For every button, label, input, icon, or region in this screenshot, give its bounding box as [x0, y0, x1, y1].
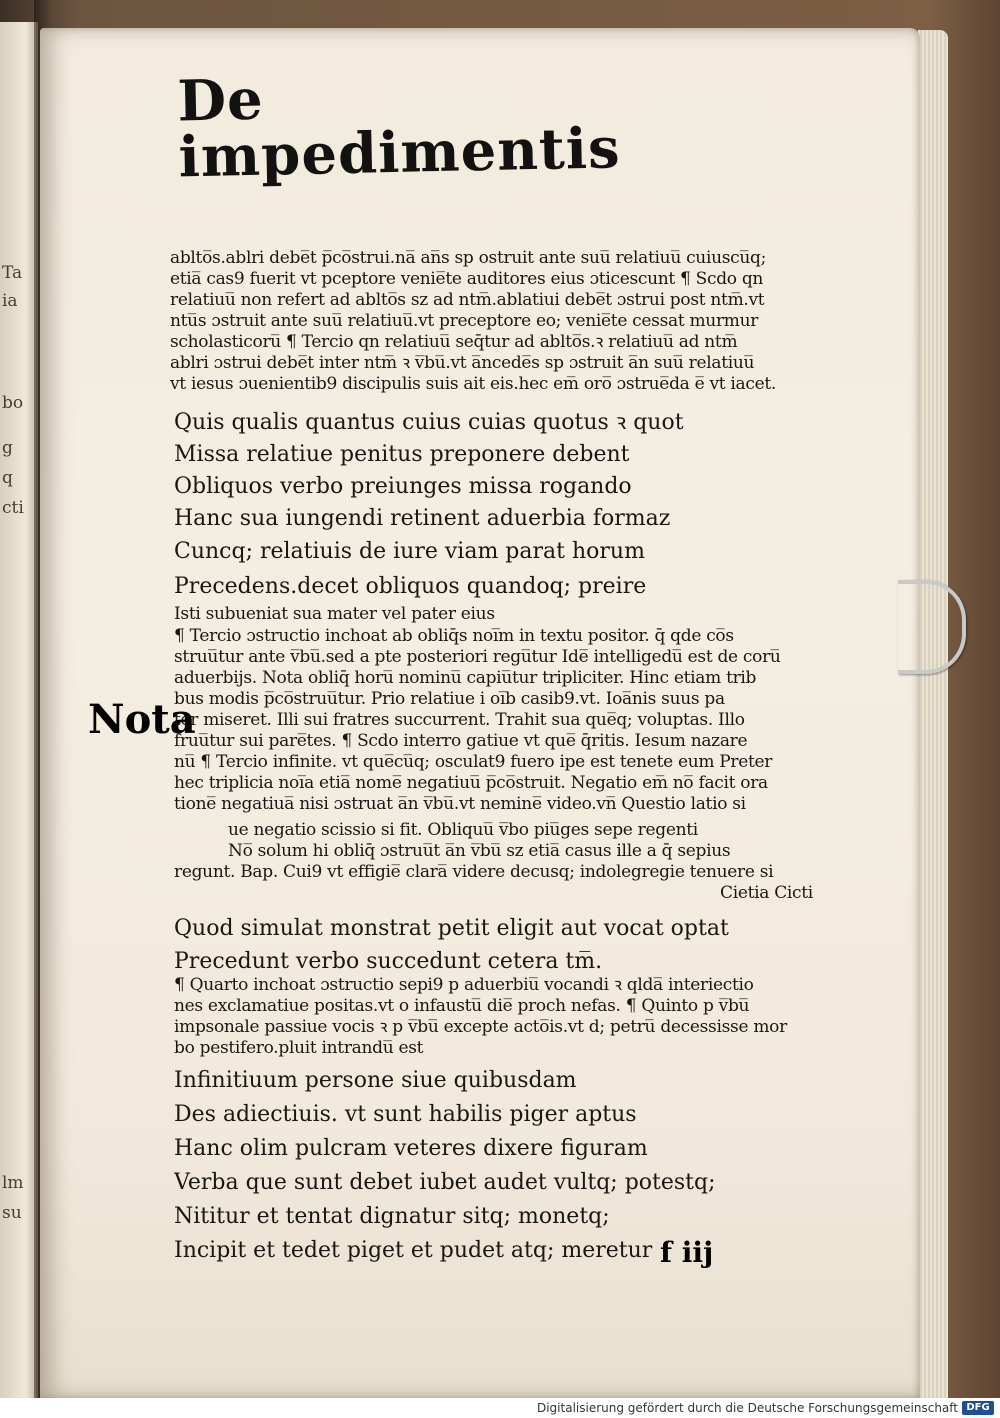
text-line: ntu̅s ɔstruit ante suu̅ relatiuu̅.vt preceptore eo; venie̅te cessat murmur — [170, 311, 759, 331]
verse-line: Obliquos verbo preiunges missa rogando — [174, 474, 632, 499]
text-line: relatiuu̅ non refert ad ablto̅s sz ad ntm̅.ablatiui debe̅t ɔstrui post ntm̅.vt — [170, 290, 765, 310]
text-line: impsonale passiue vocis ꝛ p v̅bu̅ excepte acto̅is.vt d; petru̅ decessisse mor — [174, 1017, 787, 1037]
text-line: ablto̅s.ablri debe̅t p̅co̅strui.na̅ an̅s sp ostruit ante suu̅ relatiuu̅ cuiuscu̅q; — [170, 248, 767, 268]
text-line: regunt. Bap. Cui9 vt effigie̅ clara̅ videre decusq; indolegregie tenuere si — [174, 862, 774, 882]
prev-page-fragment: Ta — [2, 263, 23, 283]
text-line: bus modis p̅co̅struu̅tur. Prio relatiue i oi̅b casib9.vt. Ioa̅nis suus pa — [174, 689, 725, 709]
signature-mark: f iij — [660, 1236, 714, 1269]
prev-page-fragment: bo — [2, 393, 24, 413]
text-line: ablri ɔstrui debe̅t inter ntm̅ ꝛ v̅bu̅.vt a̅ncede̅s sp ɔstruit a̅n suu̅ relatiuu̅ — [170, 353, 755, 373]
prev-page-fragment: cti — [2, 498, 24, 518]
text-line: hec triplicia noi̅a etia̅ nome̅ negatiuu̅ p̅co̅struit. Negatio em̅ no̅ facit ora — [174, 773, 768, 793]
text-line: bo pestifero.pluit intrandu̅ est — [174, 1038, 424, 1058]
page-heading: De impedimentis — [176, 66, 622, 191]
prev-page-fragment: q — [2, 468, 13, 488]
verse-line: Des adiectiuis. vt sunt habilis piger aptus — [174, 1102, 637, 1127]
text-line: etia̅ cas9 fuerit vt pceptore venie̅te auditores eius ɔticescunt ¶ Scdo qn — [170, 269, 764, 289]
verse-line: Cuncq; relatiuis de iure viam parat horum — [174, 539, 645, 564]
text-line: ter miseret. Illi sui fratres succurrent. Trahit sua que̅q; voluptas. Illo — [174, 710, 745, 730]
prev-page-fragment: ia — [2, 291, 18, 311]
text-line: ¶ Tercio ɔstructio inchoat ab obliq̄s noi̅m in textu positor. q̄ qd̄e co̅s — [174, 626, 734, 646]
text-line: No̅ solum hi obliq̄ ɔstruu̅t a̅n v̅bu̅ sz etia̅ casus ille a q̄ sepius — [228, 841, 731, 861]
verse-line: Quod simulat monstrat petit eligit aut vocat optat — [174, 916, 729, 941]
text-line: scholasticoru̅ ¶ Tercio qn relatiuu̅ seq̄tur ad ablto̅s.ꝛ relatiuu̅ ad ntm̅ — [170, 332, 738, 352]
text-line: aduerbijs. Nota obliq̄ horu̅ nominu̅ capiu̅tur tripliciter. Hinc etiam trib — [174, 668, 757, 688]
text-line: tione̅ negatiua̅ nisi ɔstruat a̅n v̅bu̅.vt nemine̅ video.vn̅ Questio latio si — [174, 794, 746, 814]
footer-bar — [0, 1398, 1000, 1418]
verse-line: Hanc olim pulcram veteres dixere figuram — [174, 1136, 648, 1161]
text-line: fruu̅tur sui pare̅tes. ¶ Scdo interro gatiue vt que̅ q̄ritis. Iesum nazare — [174, 731, 748, 751]
text-line: nu̅ ¶ Tercio infinite. vt que̅cu̅q; osculat9 fuero ipe est tenete eum Preter — [174, 752, 773, 772]
verse-line: Nititur et tentat dignatur sitq; monetq; — [174, 1204, 610, 1229]
verse-line: Missa relatiue penitus preponere debent — [174, 442, 630, 467]
dfg-logo: DFG — [962, 1401, 994, 1415]
paper-clip — [898, 580, 966, 674]
verse-line: Infinitiuum persone siue quibusdam — [174, 1068, 577, 1093]
text-line: ue negatio scissio si fit. Obliquu̅ v̅bo piu̅ges sepe regenti — [228, 820, 698, 840]
prev-page-fragment: lm — [2, 1173, 24, 1193]
page-stack-edge — [918, 30, 948, 1398]
verse-line: Incipit et tedet piget et pudet atq; meretur — [174, 1238, 653, 1263]
text-line: nes exclamatiue positas.vt o infaustu̅ die̅ proch nefas. ¶ Quinto p v̅bu̅ — [174, 996, 750, 1016]
verse-line: Precedens.decet obliquos quandoq; preire — [174, 574, 647, 599]
verse-line: Hanc sua iungendi retinent aduerbia formaz — [174, 506, 671, 531]
text-line: Isti subueniat sua mater vel pater eius — [174, 604, 495, 624]
verse-line: Verba que sunt debet iubet audet vultq; potestq; — [174, 1170, 716, 1195]
previous-page-edge — [0, 22, 38, 1398]
verse-line: Quis qualis quantus cuius cuias quotus ꝛ quot — [174, 410, 684, 435]
book-page — [40, 28, 920, 1398]
text-line: struu̅tur ante v̅bu̅.sed a pte posteriori regu̅tur Ide̅ intelligedu̅ est de coru̅ — [174, 647, 781, 667]
nota-marker: Nota — [88, 696, 196, 743]
prev-page-fragment: su — [2, 1203, 22, 1223]
text-line: Cietia Cicti — [720, 883, 813, 903]
text-line: ¶ Quarto inchoat ɔstructio sepi9 p aduerbiu̅ vocandi ꝛ qlda̅ interiectio — [174, 975, 754, 995]
funding-credit: Digitalisierung gefördert durch die Deutsche Forschungsgemeinschaft — [536, 1401, 958, 1415]
verse-line: Precedunt verbo succedunt cetera tm̅. — [174, 949, 603, 974]
text-line: vt iesus ɔuenientib9 discipulis suis ait eis.hec em̅ oro̅ ɔstrue̅da e̅ vt iacet. — [170, 374, 776, 394]
prev-page-fragment: g — [2, 438, 13, 458]
